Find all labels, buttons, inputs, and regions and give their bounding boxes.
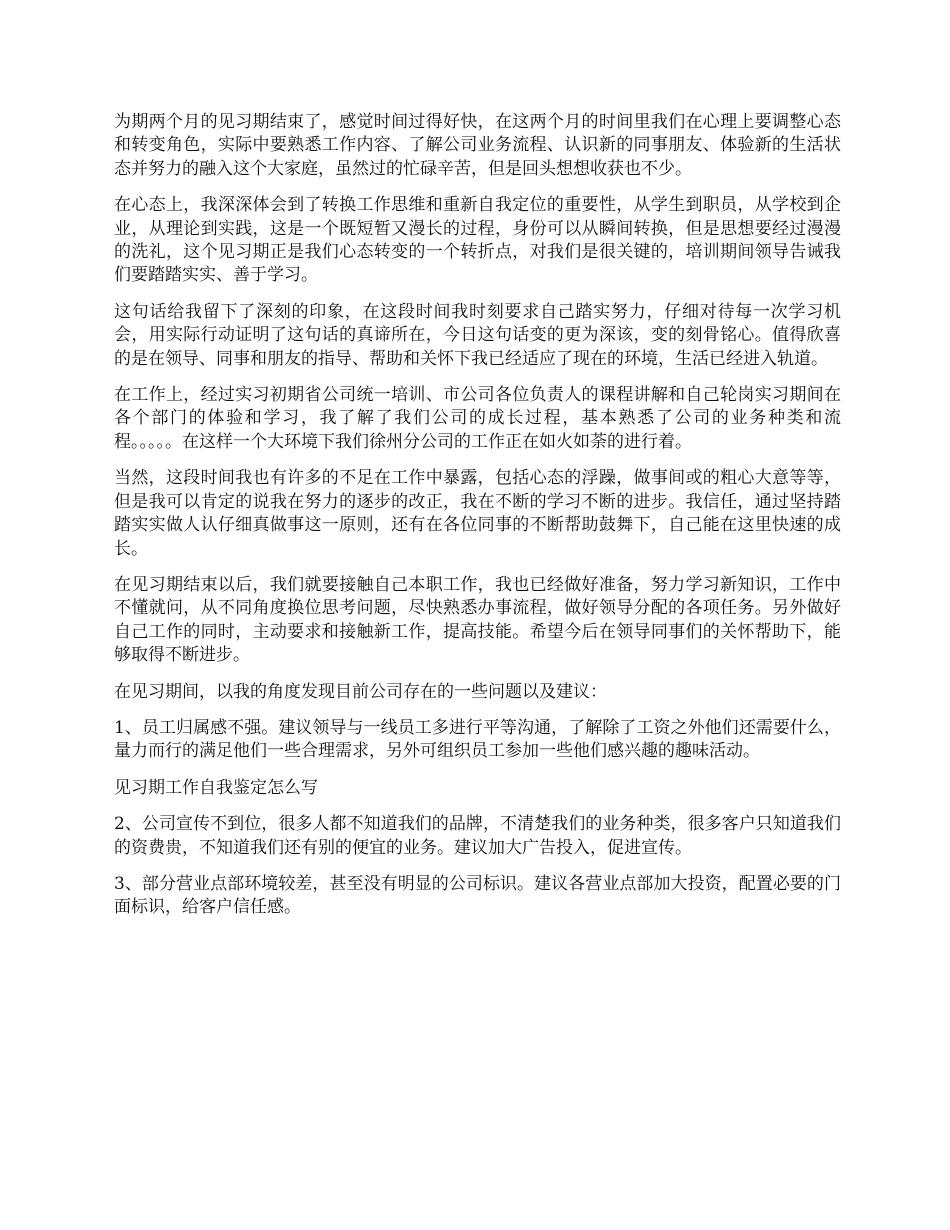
paragraph-future: 在见习期结束以后，我们就要接触自己本职工作，我也已经做好准备，努力学习新知识，工作中不懂就问，从不同角度换位思考问题，尽快熟悉办事流程，做好领导分配的各项任务。另外做好自己工作的同时，主动要求和接触新工作，提高技能。希望今后在领导同事们的关怀帮助下，能够取得不断进步。 <box>114 574 841 666</box>
paragraph-issue-2: 2、公司宣传不到位，很多人都不知道我们的品牌，不清楚我们的业务种类，很多客户只知道我们的资费贵，不知道我们还有别的便宜的业务。建议加大广告投入，促进宣传。 <box>114 814 841 858</box>
paragraph-issue-3: 3、部分营业点部环境较差，甚至没有明显的公司标识。建议各营业点部加大投资，配置必要的门面标识，给客户信任感。 <box>114 873 841 918</box>
paragraph-intro: 为期两个月的见习期结束了，感觉时间过得好快，在这两个月的时间里我们在心理上要调整心态和转变角色，实际中要熟悉工作内容、了解公司业务流程、认识新的同事朋友、体验新的生活状态并努力的融入这个大家庭，虽然过的忙碌辛苦，但是回头想想收获也不少。 <box>114 112 841 179</box>
paragraph-shortcomings: 当然，这段时间我也有许多的不足在工作中暴露，包括心态的浮躁，做事间或的粗心大意等等，但是我可以肯定的说我在努力的逐步的改正，我在不断的学习不断的进步。我信任，通过坚持踏踏实实做人认仔细真做事这一原则，还有在各位同事的不断帮助鼓舞下，自己能在这里快速的成长。 <box>114 468 841 559</box>
paragraph-issues-intro: 在见习期间，以我的角度发现目前公司存在的一些问题以及建议： <box>114 681 607 702</box>
document-body <box>114 111 841 933</box>
paragraph-work: 在工作上，经过实习初期省公司统一培训、市公司各位负责人的课程讲解和自己轮岗实习期间在各个部门的体验和学习，我了解了我们公司的成长过程，基本熟悉了公司的业务种类和流程。。。。。在这样一个大环境下我们徐州分公司的工作正在如火如荼的进行着。 <box>114 385 841 452</box>
paragraph-mindset: 在心态上，我深深体会到了转换工作思维和重新自我定位的重要性，从学生到职员，从学校到企业，从理论到实践，这是一个既短暂又漫长的过程，身份可以从瞬间转换，但是思想要经过漫漫的洗礼，这个见习期正是我们心态转变的一个转折点，对我们是很关键的，培训期间领导告诫我们要踏踏实实、善于学习。 <box>114 195 841 286</box>
paragraph-heading-note: 见习期工作自我鉴定怎么写 <box>114 777 318 798</box>
paragraph-issue-1: 1、员工归属感不强。建议领导与一线员工多进行平等沟通，了解除了工资之外他们还需要什么，量力而行的满足他们一些合理需求，另外可组织员工参加一些他们感兴趣的趣味活动。 <box>114 717 841 762</box>
paragraph-impression: 这句话给我留下了深刻的印象，在这段时间我时刻要求自己踏实努力，仔细对待每一次学习机会，用实际行动证明了这句话的真谛所在，今日这句话变的更为深该，变的刻骨铭心。值得欣喜的是在领导、同事和朋友的指导、帮助和关怀下我已经适应了现在的环境，生活已经进入轨道。 <box>114 301 841 369</box>
